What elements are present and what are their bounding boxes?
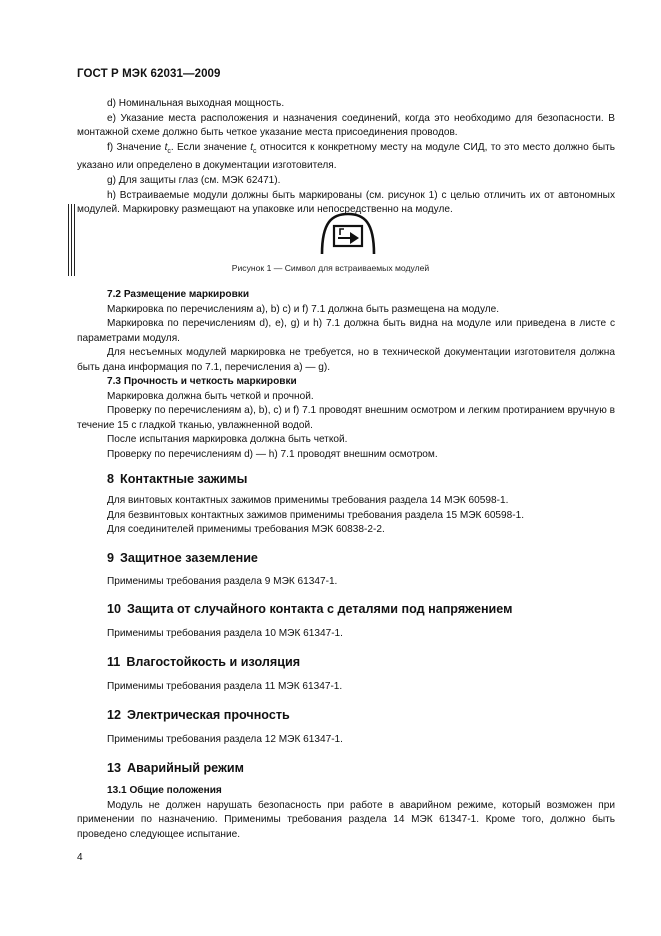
list-item-h: h) Встраиваемые модули должны быть маркированы (см. рисунок 1) с целью отличить их от автономных модулей. Маркировку размещают на упаковке или непосредственно на модуле. bbox=[77, 189, 615, 216]
section-10-number: 10 bbox=[107, 602, 122, 616]
section-13-body bbox=[77, 784, 615, 842]
section-13-number: 13 bbox=[107, 761, 122, 775]
section-8-para-2: Для безвинтовых контактных зажимов применимы требования раздела 15 МЭК 60598-1. bbox=[107, 509, 525, 521]
section-12-heading bbox=[107, 708, 290, 722]
item-f-after: . Если значение bbox=[170, 141, 251, 153]
item-f-rest: относится к конкретному месту на модуле СИД, то это место должно быть указано или определено в документации изготовителя. bbox=[77, 141, 615, 172]
section-7-2 bbox=[77, 288, 615, 376]
section-9-para: Применимы требования раздела 9 МЭК 61347-1. bbox=[107, 576, 338, 587]
section-8-body bbox=[77, 494, 615, 538]
marking-list bbox=[77, 97, 615, 218]
figure-caption: Рисунок 1 — Символ для встраиваемых модулей bbox=[231, 263, 430, 273]
item-f-var2: t bbox=[250, 141, 254, 153]
section-7-2-para-2: Маркировка по перечислениям d), e), g) и h) 7.1 должна быть видна на модуле или приведена в листе с параметрами модуля. bbox=[77, 318, 615, 344]
section-8-title: Контактные зажимы bbox=[120, 472, 248, 486]
section-10-body bbox=[77, 627, 615, 642]
document-header: ГОСТ Р МЭК 62031—2009 bbox=[77, 68, 221, 80]
page-number: 4 bbox=[77, 852, 83, 863]
list-item-d: d) Номинальная выходная мощность. bbox=[107, 98, 285, 109]
section-7-2-para-3: Для несъемных модулей маркировка не требуется, но в технической документации изготовителя должна быть дана информация по 7.1, перечисления a) — g). bbox=[77, 347, 615, 373]
section-10-para: Применимы требования раздела 10 МЭК 61347-1. bbox=[107, 628, 343, 639]
list-item-g: g) Для защиты глаз (см. МЭК 62471). bbox=[107, 174, 281, 186]
item-f-before: f) Значение bbox=[107, 141, 165, 153]
section-8-para-3: Для соединителей применимы требования МЭК 60838-2-2. bbox=[107, 524, 385, 536]
section-13-title: Аварийный режим bbox=[127, 761, 244, 775]
section-9-title: Защитное заземление bbox=[120, 551, 258, 565]
section-7-3-para-4: Проверку по перечислениям d) — h) 7.1 проводят внешним осмотром. bbox=[107, 448, 438, 460]
section-8-heading bbox=[107, 472, 247, 486]
section-11-heading bbox=[107, 655, 300, 669]
section-8-para-1: Для винтовых контактных зажимов применимы требования раздела 14 МЭК 60598-1. bbox=[107, 495, 509, 506]
section-9-number: 9 bbox=[107, 551, 115, 565]
section-9-body bbox=[77, 575, 615, 590]
section-7-3-para-2: Проверку по перечислениям a), b), c) и f) 7.1 проводят внешним осмотром и легким протиранием вручную в течение 15 с гладкой тканью, увлажненной водой. bbox=[77, 405, 615, 431]
built-in-module-symbol-icon bbox=[318, 212, 378, 256]
section-11-title: Влагостойкость и изоляция bbox=[126, 655, 301, 669]
item-f-sub: c bbox=[167, 147, 171, 155]
section-13-1-para: Модуль не должен нарушать безопасность при работе в аварийном режиме, который возможен при применении по назначению. Применимы требования раздела 14 МЭК 61347-1. Кроме того, должно быть проведено следующее испытание. bbox=[77, 799, 615, 840]
section-7-3-heading: 7.3 Прочность и четкость маркировки bbox=[107, 376, 297, 387]
section-12-para: Применимы требования раздела 12 МЭК 61347-1. bbox=[107, 734, 343, 745]
section-10-heading bbox=[107, 602, 512, 616]
section-11-number: 11 bbox=[107, 655, 121, 669]
item-f-var: t bbox=[164, 141, 168, 153]
section-8-number: 8 bbox=[107, 472, 115, 486]
section-11-para: Применимы требования раздела 11 МЭК 61347-1. bbox=[107, 681, 343, 692]
section-7-2-heading: 7.2 Размещение маркировки bbox=[107, 289, 250, 300]
section-12-body bbox=[77, 733, 615, 748]
list-item-e: e) Указание места расположения и назначения соединений, когда это необходимо для безопасности. В монтажной схеме должно быть четкое указание места присоединения проводов. bbox=[77, 112, 615, 139]
section-12-title: Электрическая прочность bbox=[127, 708, 290, 722]
list-item-f bbox=[77, 141, 615, 174]
section-7-3 bbox=[77, 375, 615, 463]
section-10-title: Защита от случайного контакта с деталями под напряжением bbox=[127, 602, 513, 616]
section-9-heading bbox=[107, 551, 258, 565]
item-f-sub2: c bbox=[253, 147, 257, 155]
section-7-3-para-1: Маркировка должна быть четкой и прочной. bbox=[107, 390, 314, 402]
section-13-1-heading: 13.1 Общие положения bbox=[107, 785, 222, 796]
section-7-2-para-1: Маркировка по перечислениям a), b) c) и f) 7.1 должна быть размещена на модуле. bbox=[107, 303, 500, 315]
section-13-heading bbox=[107, 761, 244, 775]
section-12-number: 12 bbox=[107, 708, 122, 722]
section-11-body bbox=[77, 680, 615, 695]
section-7-3-para-3: После испытания маркировка должна быть четкой. bbox=[107, 434, 348, 446]
